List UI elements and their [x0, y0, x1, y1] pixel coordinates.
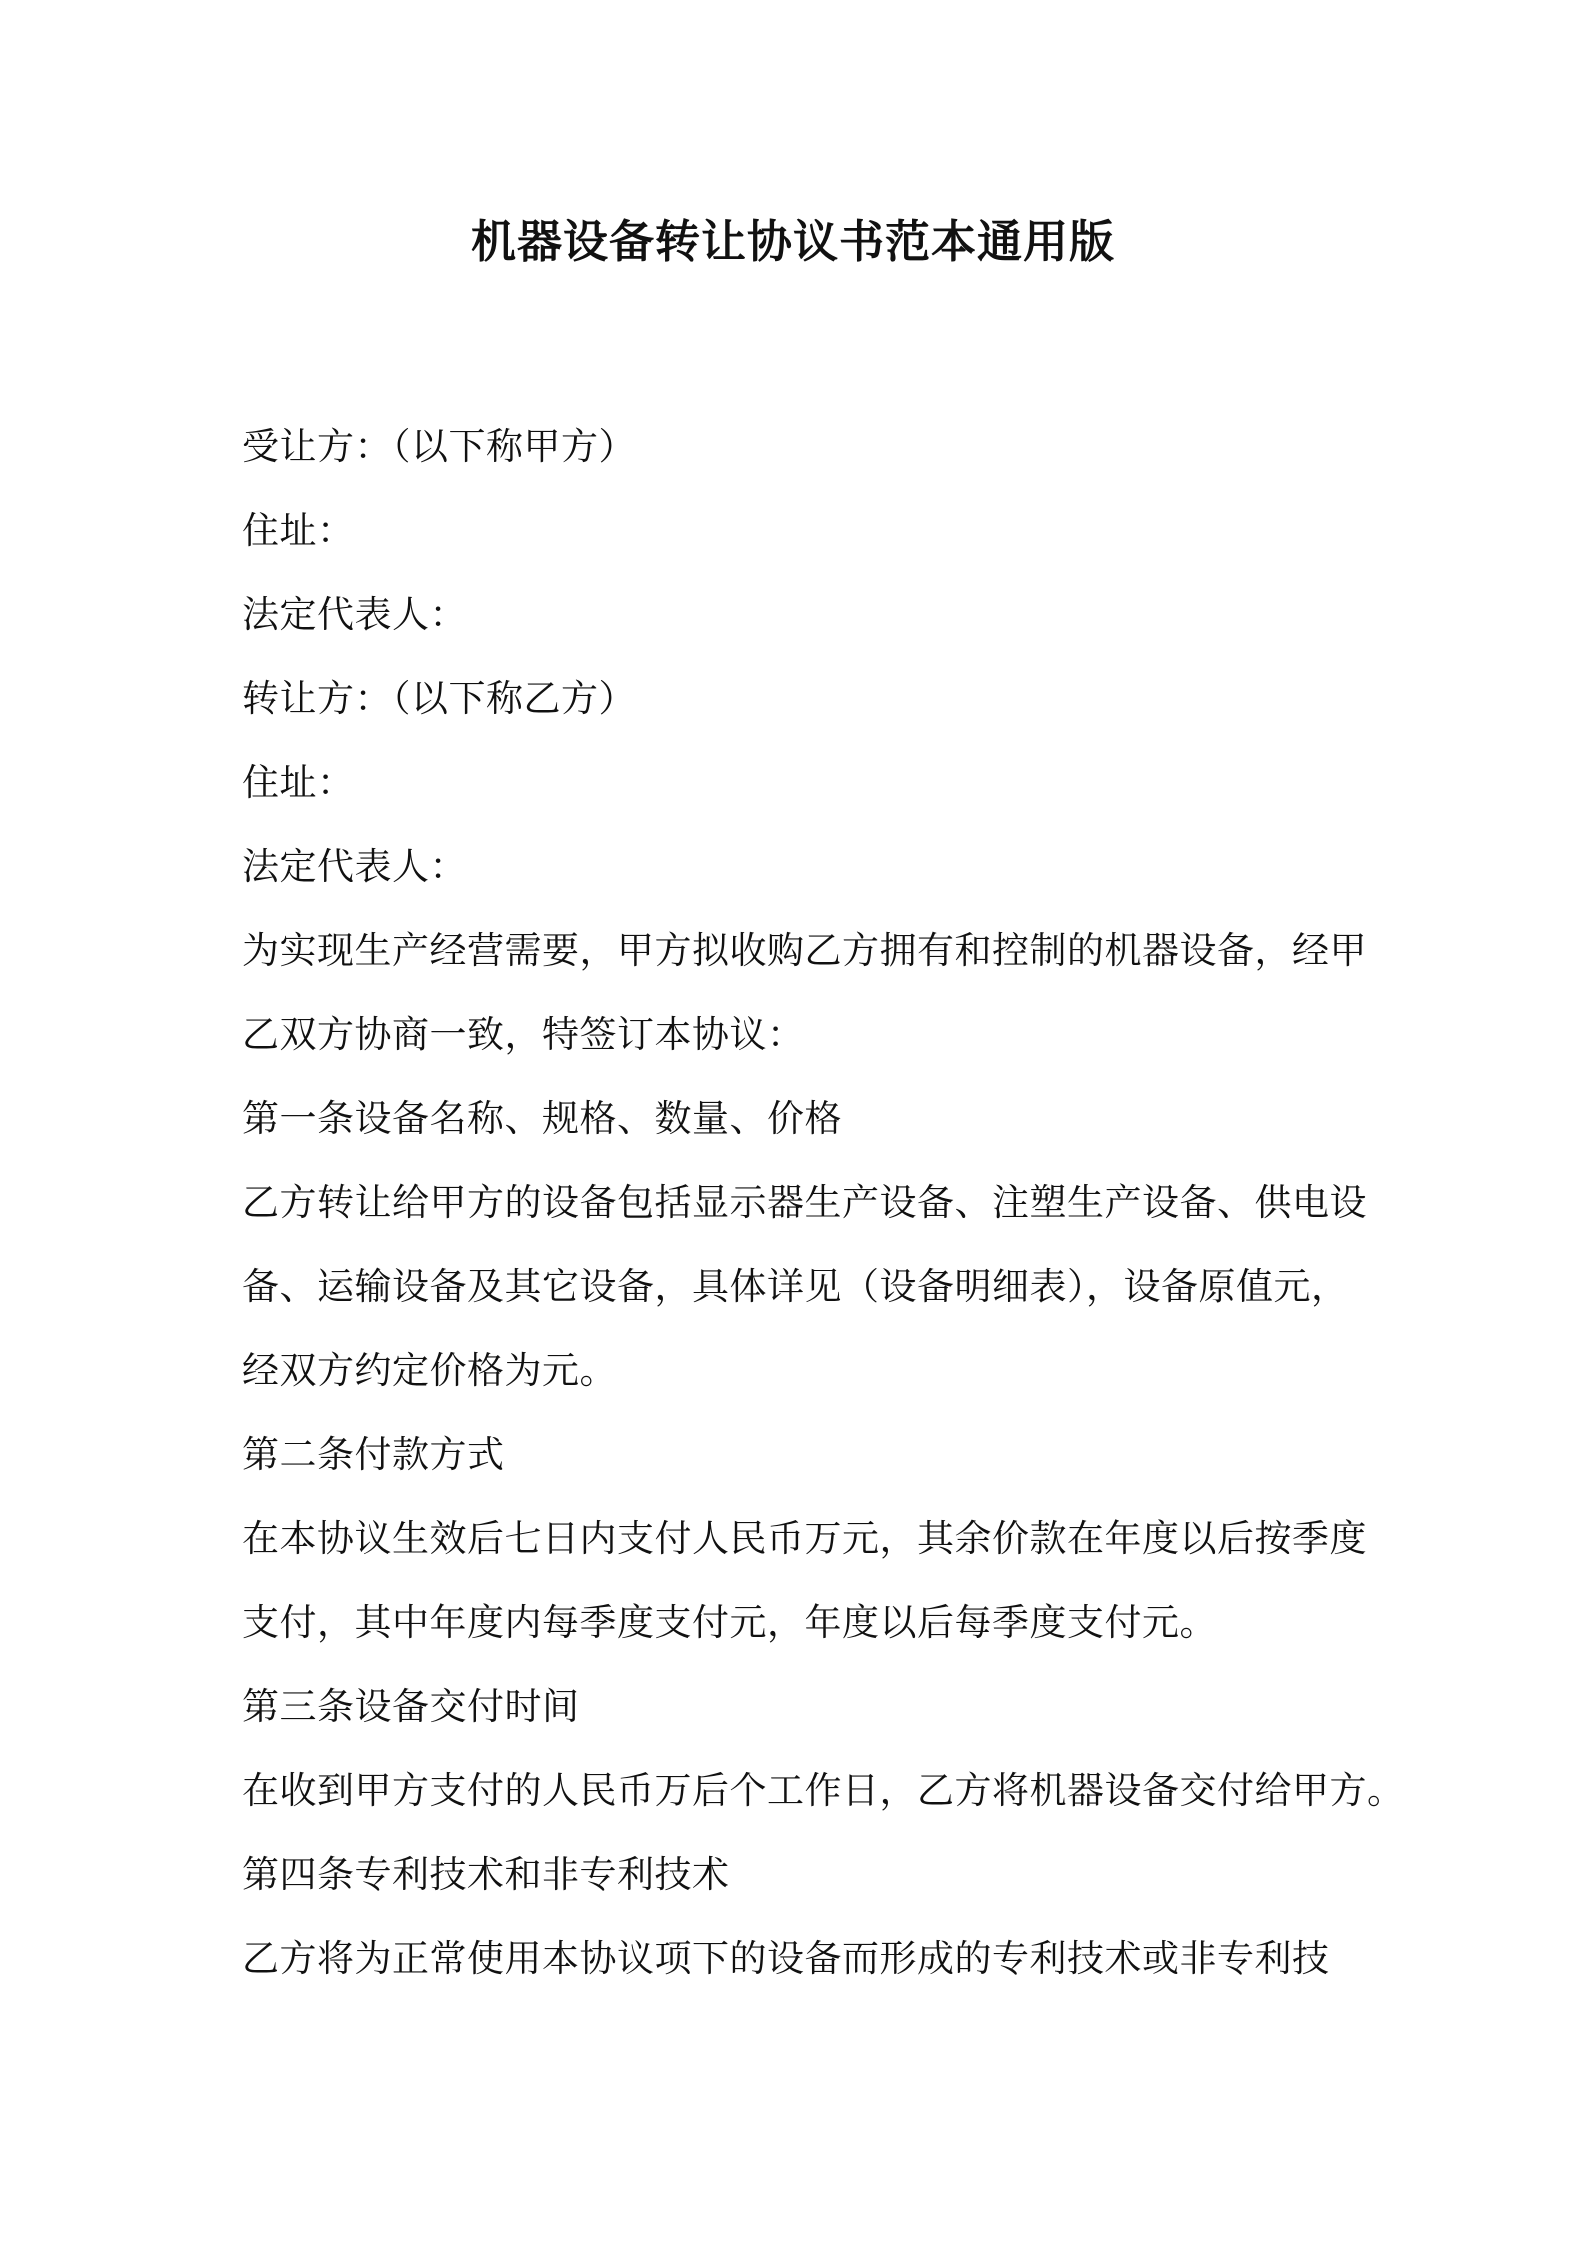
article-2-line-1: 在本协议生效后七日内支付人民币万元，其余价款在年度以后按季度	[242, 1517, 1367, 1560]
article-4-line-1: 乙方将为正常使用本协议项下的设备而形成的专利技术或非专利技	[242, 1937, 1330, 1980]
party-a-address: 住址：	[242, 509, 355, 552]
article-1-heading: 第一条设备名称、规格、数量、价格	[242, 1097, 842, 1140]
document-title: 机器设备转让协议书范本通用版	[470, 215, 1115, 268]
party-a-label: 受让方：（以下称甲方）	[242, 425, 636, 468]
article-2-line-2: 支付，其中年度内每季度支付元，年度以后每季度支付元。	[242, 1601, 1217, 1644]
article-1-line-2: 备、运输设备及其它设备，具体详见（设备明细表），设备原值元，	[242, 1265, 1349, 1308]
document-body	[242, 405, 1405, 2001]
preamble-line-1: 为实现生产经营需要，甲方拟收购乙方拥有和控制的机器设备，经甲	[242, 929, 1367, 972]
article-4-heading: 第四条专利技术和非专利技术	[242, 1853, 730, 1896]
article-3-heading: 第三条设备交付时间	[242, 1685, 580, 1728]
article-1-line-1: 乙方转让给甲方的设备包括显示器生产设备、注塑生产设备、供电设	[242, 1181, 1367, 1224]
party-b-label: 转让方：（以下称乙方）	[242, 677, 636, 720]
party-b-address: 住址：	[242, 761, 355, 804]
article-3-line-1: 在收到甲方支付的人民币万后个工作日，乙方将机器设备交付给甲方。	[242, 1769, 1405, 1812]
article-1-line-3: 经双方约定价格为元。	[242, 1349, 617, 1392]
party-a-representative: 法定代表人：	[242, 593, 467, 636]
preamble-line-2: 乙双方协商一致，特签订本协议：	[242, 1013, 805, 1056]
party-b-representative: 法定代表人：	[242, 845, 467, 888]
article-2-heading: 第二条付款方式	[242, 1433, 505, 1476]
